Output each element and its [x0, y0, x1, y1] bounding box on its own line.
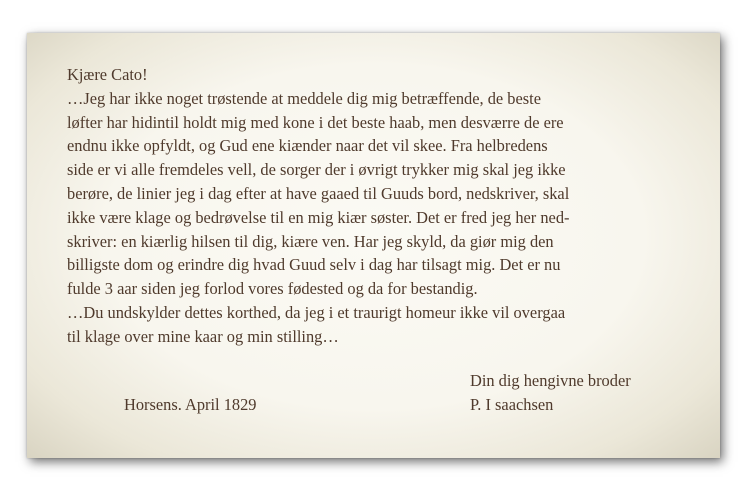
- closing-line: Din dig hengivne broder: [470, 371, 631, 390]
- letter-line: …Jeg har ikke noget trøstende at meddele dig mig betræffende, de beste: [67, 88, 541, 108]
- letter-line: løfter har hidintil holdt mig med kone i det beste haab, men desværre de ere: [67, 112, 564, 132]
- signature-block: [470, 369, 631, 417]
- letter-line: endnu ikke opfyldt, og Gud ene kiænder naar det vil skee. Fra helbredens: [67, 136, 548, 156]
- letter-line: fulde 3 aar siden jeg forlod vores fødested og da for bestandig.: [67, 279, 478, 299]
- letter-line: berøre, de linier jeg i dag efter at have gaaed til Guuds bord, nedskriver, skal: [67, 183, 570, 203]
- letter-line: ikke være klage og bedrøvelse til en mig kiær søster. Det er fred jeg her ned-: [67, 207, 570, 227]
- place-date: Horsens. April 1829: [124, 395, 257, 414]
- letter-line: skriver: en kiærlig hilsen til dig, kiære ven. Har jeg skyld, da giør mig den: [67, 231, 554, 251]
- letter-line: side er vi alle fremdeles vell, de sorger der i øvrigt trykker mig skal jeg ikke: [67, 160, 566, 180]
- letter-line: …Du undskylder dettes korthed, da jeg i et traurigt homeur ikke vil overgaa: [67, 302, 566, 322]
- letter-card: [27, 33, 720, 458]
- letter-line: billigste dom og erindre dig hvad Guud selv i dag har tilsagt mig. Det er nu: [67, 255, 561, 275]
- signature-name: P. I saachsen: [470, 394, 554, 414]
- letter-salutation: Kjære Cato!: [67, 65, 148, 84]
- letter-body: [67, 63, 707, 349]
- letter-line: til klage over mine kaar og min stilling…: [67, 326, 339, 346]
